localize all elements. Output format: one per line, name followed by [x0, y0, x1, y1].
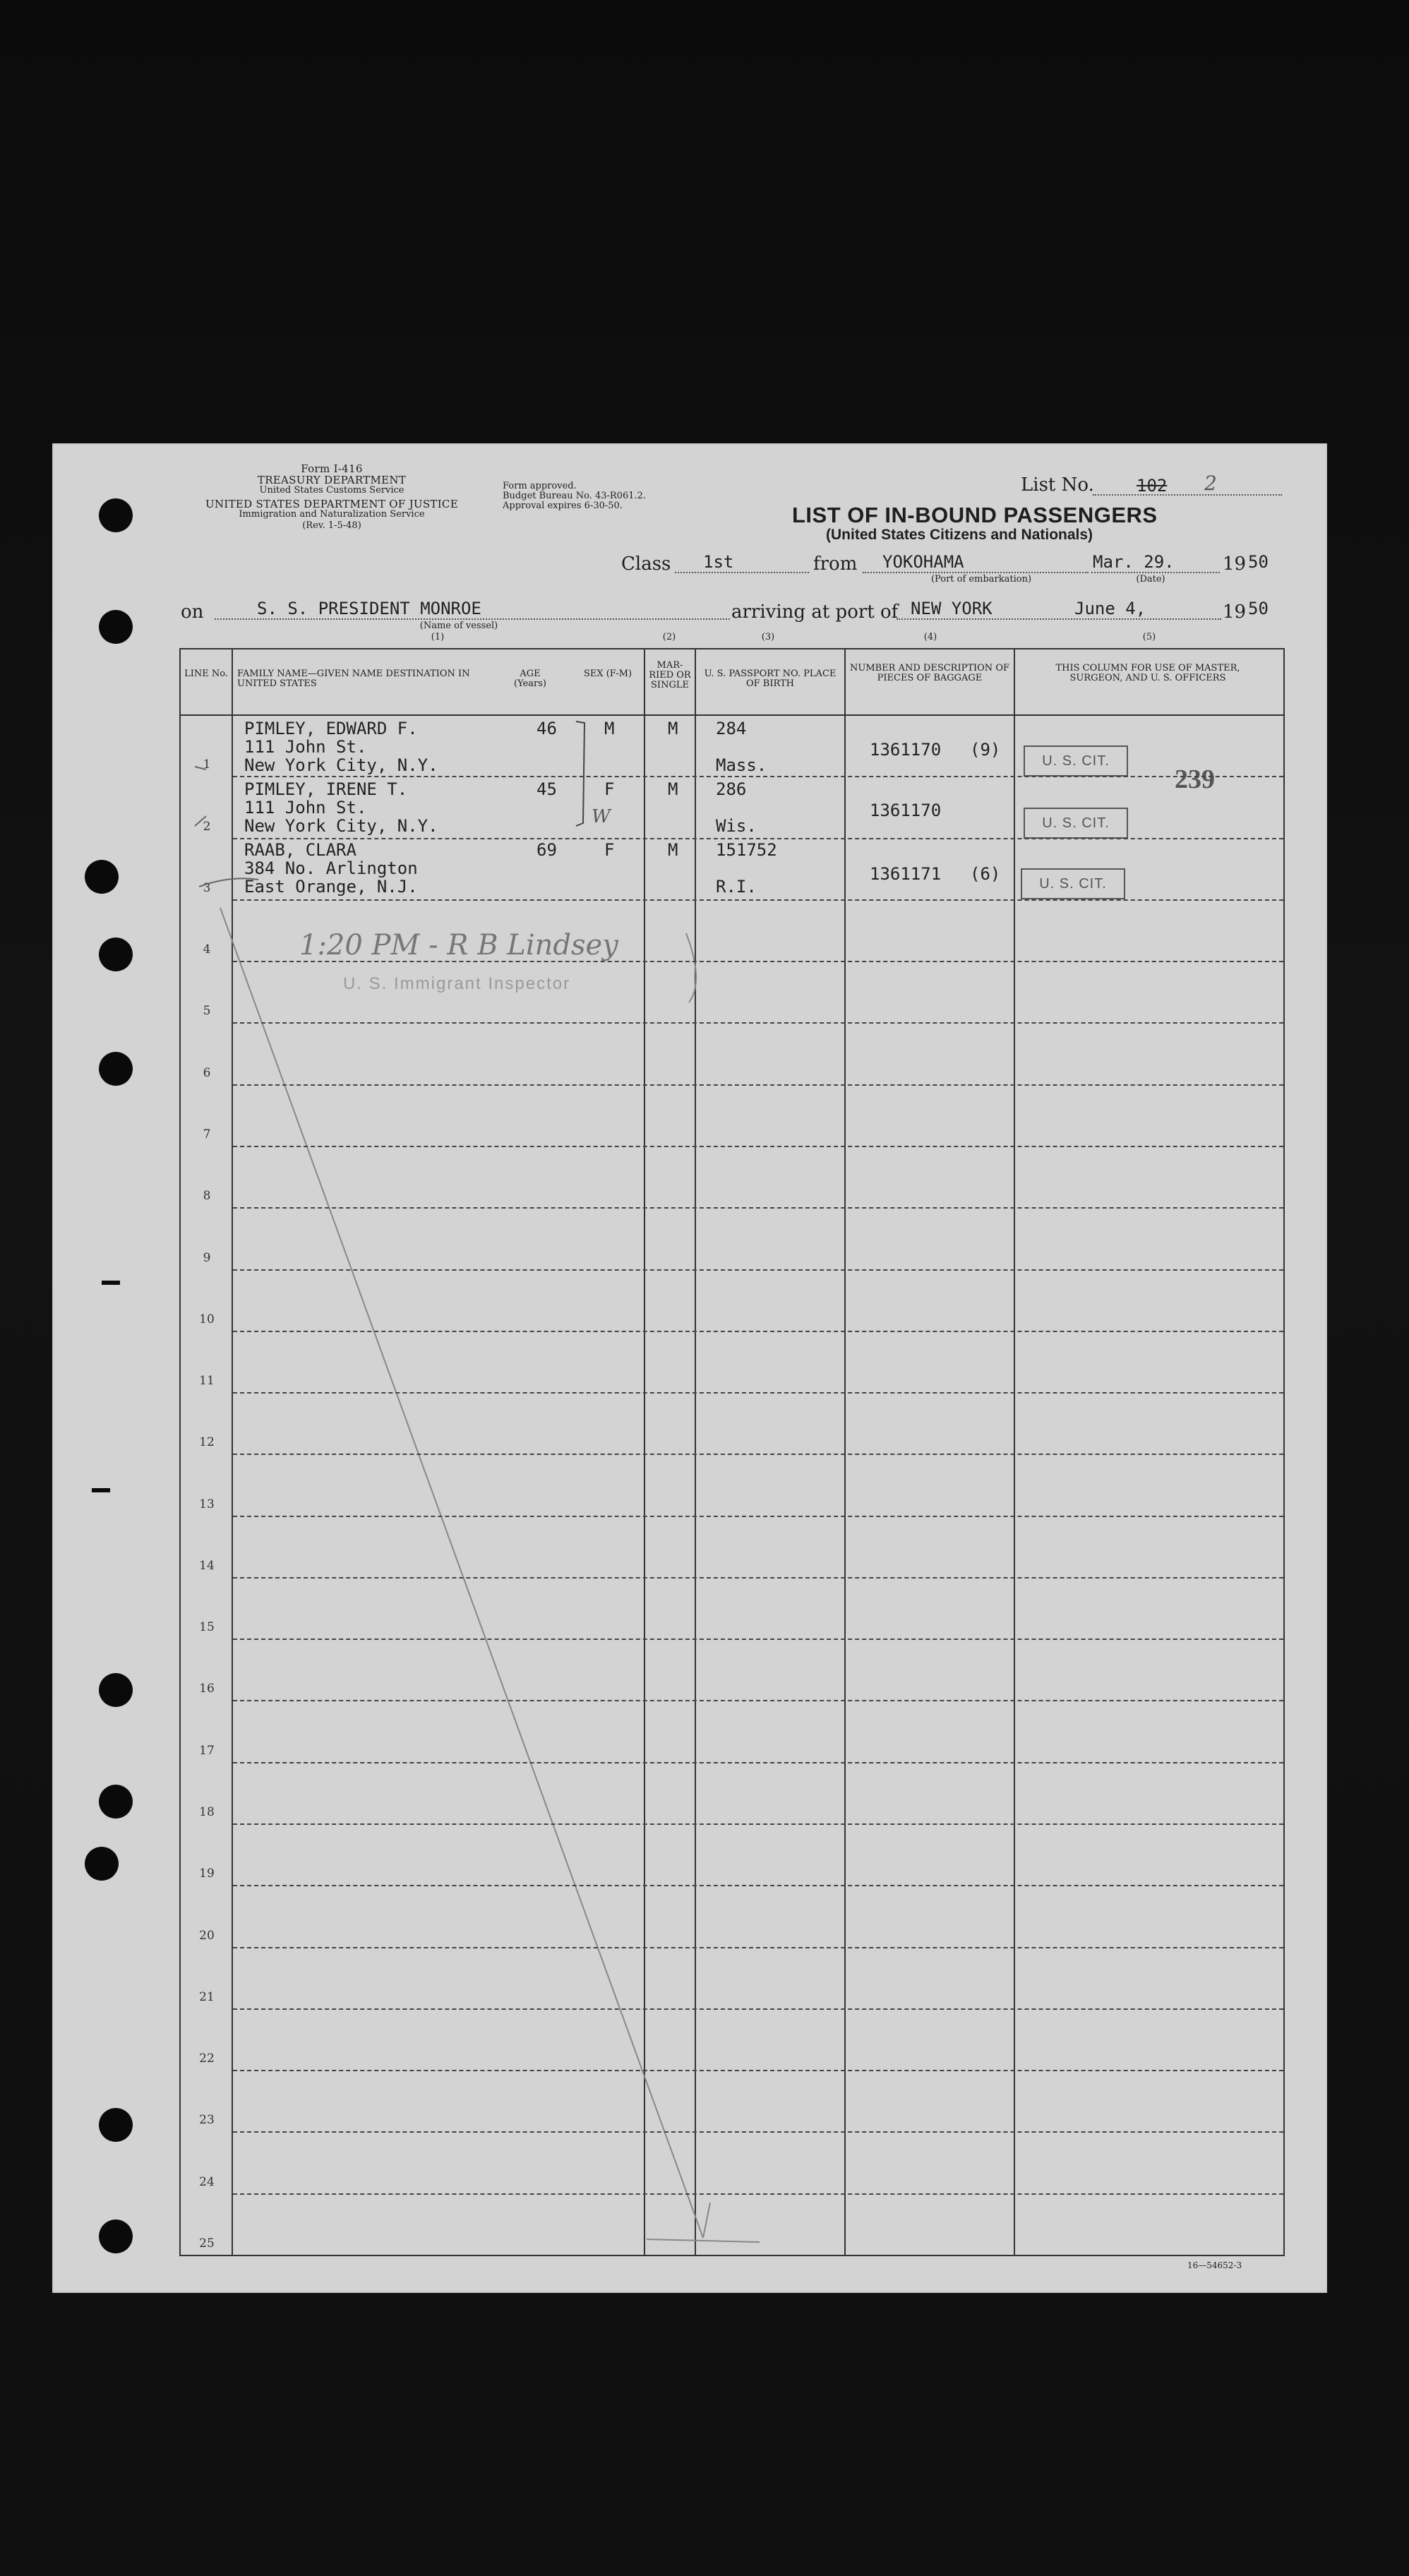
row-separator — [233, 1639, 1283, 1640]
arrival-date: June 4, — [1074, 599, 1146, 618]
passenger-married: M — [668, 719, 678, 738]
line-number: 17 — [199, 1743, 215, 1758]
row-separator — [233, 1885, 1283, 1886]
punch-hole — [99, 1673, 133, 1707]
approval-line-2: Budget Bureau No. 43-R061.2. — [503, 491, 647, 501]
punch-hole — [85, 1847, 119, 1881]
passport-number: 286 — [716, 779, 747, 799]
treasury-dept: TREASURY DEPARTMENT — [257, 474, 407, 486]
birth-place: R.I. — [716, 877, 757, 897]
handwritten-inspector-note: 1:20 PM - R B Lindsey — [299, 929, 618, 961]
passenger-married: M — [668, 779, 678, 799]
punch-hole — [99, 498, 133, 532]
passenger-name: PIMLEY, IRENE T. — [244, 779, 408, 799]
cancel-line-end — [703, 2203, 710, 2238]
page-subtitle: (United States Citizens and Nationals) — [826, 527, 1093, 543]
form-revision: (Rev. 1-5-48) — [302, 520, 361, 531]
col2-caption: (2) — [662, 632, 676, 642]
line-number: 9 — [203, 1250, 211, 1265]
row-separator — [233, 1207, 1283, 1209]
tick-mark-2 — [195, 767, 206, 769]
row-separator — [233, 2131, 1283, 2133]
line-number: 21 — [199, 1989, 215, 2004]
passenger-name: RAAB, CLARA — [244, 840, 356, 860]
row-separator — [233, 1084, 1283, 1086]
justice-dept: UNITED STATES DEPARTMENT OF JUSTICE — [205, 498, 458, 510]
passenger-address: 111 John St. — [244, 798, 367, 817]
row-separator — [233, 1454, 1283, 1455]
line-number: 12 — [199, 1435, 215, 1450]
line-number: 7 — [203, 1127, 211, 1142]
row-separator — [233, 1823, 1283, 1825]
baggage-pieces: (9) — [970, 740, 1001, 760]
passenger-sex: F — [604, 840, 615, 860]
row-separator — [233, 1269, 1283, 1271]
line-number: 16 — [199, 1682, 215, 1696]
ins-service: Immigration and Naturalization Service — [239, 509, 425, 520]
col-header-sex: SEX (F-M) — [583, 669, 632, 679]
passenger-city: New York City, N.Y. — [244, 755, 438, 775]
date-caption: (Date) — [1136, 574, 1165, 585]
passport-number: 284 — [716, 719, 747, 738]
row-separator — [233, 2008, 1283, 2010]
on-label: on — [181, 601, 204, 623]
col1-caption: (1) — [431, 632, 445, 642]
line-number: 24 — [199, 2174, 215, 2189]
passenger-address: 384 No. Arlington — [244, 858, 418, 878]
us-citizen-stamp: U. S. CIT. — [1024, 808, 1128, 839]
arrival-year: 50 — [1248, 599, 1269, 618]
from-label: from — [813, 553, 858, 575]
line-number: 5 — [203, 1004, 211, 1019]
passenger-city: East Orange, N.J. — [244, 877, 418, 897]
line-number: 4 — [203, 942, 211, 957]
col-header-married: MAR-RIED OR SINGLE — [649, 660, 691, 690]
line-number: 19 — [199, 1867, 215, 1881]
cancel-line — [220, 908, 703, 2238]
us-citizen-stamp: U. S. CIT. — [1021, 868, 1125, 899]
from-line — [863, 572, 1089, 573]
form-number: Form I-416 — [301, 462, 363, 475]
arriving-label: arriving at port of — [731, 601, 899, 623]
row-separator — [233, 1331, 1283, 1332]
line-number: 23 — [199, 2113, 215, 2128]
line-number: 11 — [199, 1374, 215, 1389]
line-number: 6 — [203, 1065, 211, 1080]
passport-number: 151752 — [716, 840, 777, 860]
punch-hole — [99, 937, 133, 971]
line-number: 14 — [199, 1558, 215, 1573]
tick-mark-1 — [199, 878, 258, 887]
line-number: 20 — [199, 1928, 215, 1943]
footer-code: 16—54652-3 — [1187, 2260, 1242, 2270]
col-header-age: AGE (Years) — [514, 669, 546, 689]
page-title: LIST OF IN-BOUND PASSENGERS — [792, 503, 1158, 527]
row-separator — [233, 899, 1283, 901]
vessel-name: S. S. PRESIDENT MONROE — [257, 599, 481, 618]
arrival-year-prefix: 19 — [1223, 601, 1247, 623]
passenger-address: 111 John St. — [244, 737, 367, 757]
passenger-age: 46 — [536, 719, 557, 738]
row-separator — [233, 1762, 1283, 1763]
customs-service: United States Customs Service — [259, 485, 404, 496]
baggage-pieces: (6) — [970, 864, 1001, 884]
col-header-officers: THIS COLUMN FOR USE OF MASTER, SURGEON, AND U. S. OFFICERS — [1055, 663, 1240, 683]
baggage-number: 1361170 — [870, 801, 942, 820]
line-number: 3 — [203, 880, 211, 895]
line-number: 2 — [203, 819, 211, 834]
punch-hole — [99, 610, 133, 644]
row-separator — [233, 2193, 1283, 2195]
col-header-baggage: NUMBER AND DESCRIPTION OF PIECES OF BAGGAGE — [849, 663, 1009, 683]
birth-place: Mass. — [716, 755, 767, 775]
us-citizen-stamp: U. S. CIT. — [1024, 745, 1128, 777]
list-no-label: List No. — [1021, 474, 1094, 496]
line-number: 18 — [199, 1805, 215, 1820]
margin-mark — [92, 1488, 110, 1492]
col4-caption: (4) — [923, 632, 937, 642]
bracket-annotation: W — [592, 806, 611, 827]
row-separator — [233, 1700, 1283, 1701]
row-separator — [233, 2070, 1283, 2071]
list-no-line — [1093, 494, 1282, 496]
passenger-sex: M — [604, 719, 615, 738]
passenger-married: M — [668, 840, 678, 860]
row-separator — [233, 1022, 1283, 1024]
class-label: Class — [621, 553, 671, 575]
passenger-city: New York City, N.Y. — [244, 816, 438, 836]
family-bracket — [576, 721, 584, 826]
passenger-name: PIMLEY, EDWARD F. — [244, 719, 418, 738]
embarkation-year-prefix: 19 — [1223, 553, 1247, 575]
birth-place: Wis. — [716, 816, 757, 836]
cancel-line-base — [647, 2239, 760, 2242]
col3-caption: (3) — [761, 632, 775, 642]
class-value: 1st — [703, 552, 734, 572]
line-number: 15 — [199, 1620, 215, 1635]
approval-line-3: Approval expires 6-30-50. — [503, 501, 623, 511]
row-separator — [233, 1516, 1283, 1517]
note-flourish — [686, 933, 696, 1002]
faint-inspector-stamp: U. S. Immigrant Inspector — [343, 974, 571, 993]
margin-mark — [102, 1281, 120, 1285]
list-no-handwritten: 2 — [1204, 472, 1217, 495]
passenger-age: 69 — [536, 840, 557, 860]
row-separator — [233, 1146, 1283, 1147]
embarkation-port: YOKOHAMA — [882, 552, 964, 572]
baggage-number: 1361171 — [870, 864, 942, 884]
row-separator — [233, 1577, 1283, 1578]
vessel-caption: (Name of vessel) — [419, 621, 498, 631]
tick-mark-3 — [195, 816, 206, 826]
embarkation-date: Mar. 29. — [1093, 552, 1175, 572]
row-separator — [233, 961, 1283, 962]
passenger-sex: F — [604, 779, 615, 799]
date-line — [1091, 572, 1220, 573]
line-number: 13 — [199, 1497, 215, 1511]
embarkation-year: 50 — [1248, 552, 1269, 572]
line-number: 10 — [199, 1312, 215, 1326]
passenger-age: 45 — [536, 779, 557, 799]
class-line — [675, 572, 809, 573]
line-number: 25 — [199, 2236, 215, 2251]
col5-caption: (5) — [1142, 632, 1156, 642]
vessel-line — [215, 618, 730, 620]
arrival-port: NEW YORK — [911, 599, 993, 618]
punch-hole — [99, 2219, 133, 2253]
line-number: 1 — [203, 757, 211, 772]
row-separator — [233, 776, 1283, 777]
row-separator — [233, 1392, 1283, 1394]
col-header-name: FAMILY NAME—GIVEN NAME DESTINATION IN UNITED STATES — [237, 669, 470, 689]
punch-hole — [99, 2108, 133, 2142]
row-separator — [233, 838, 1283, 839]
col-header-line: LINE No. — [184, 669, 228, 679]
list-no-value: 102 — [1137, 476, 1168, 496]
approval-line-1: Form approved. — [503, 481, 577, 491]
punch-hole — [99, 1052, 133, 1086]
row-separator — [233, 1947, 1283, 1948]
arrival-line — [897, 618, 1221, 620]
pencil-marks — [181, 649, 1283, 2255]
punch-hole — [99, 1785, 133, 1819]
line-number: 8 — [203, 1189, 211, 1204]
count-stamp: 239 — [1175, 765, 1215, 794]
port-caption: (Port of embarkation) — [930, 574, 1032, 585]
punch-hole — [85, 860, 119, 894]
baggage-number: 1361170 — [870, 740, 942, 760]
col-header-passport: U. S. PASSPORT NO. PLACE OF BIRTH — [704, 669, 837, 689]
line-number: 22 — [199, 2051, 215, 2066]
passenger-table — [179, 648, 1285, 2256]
